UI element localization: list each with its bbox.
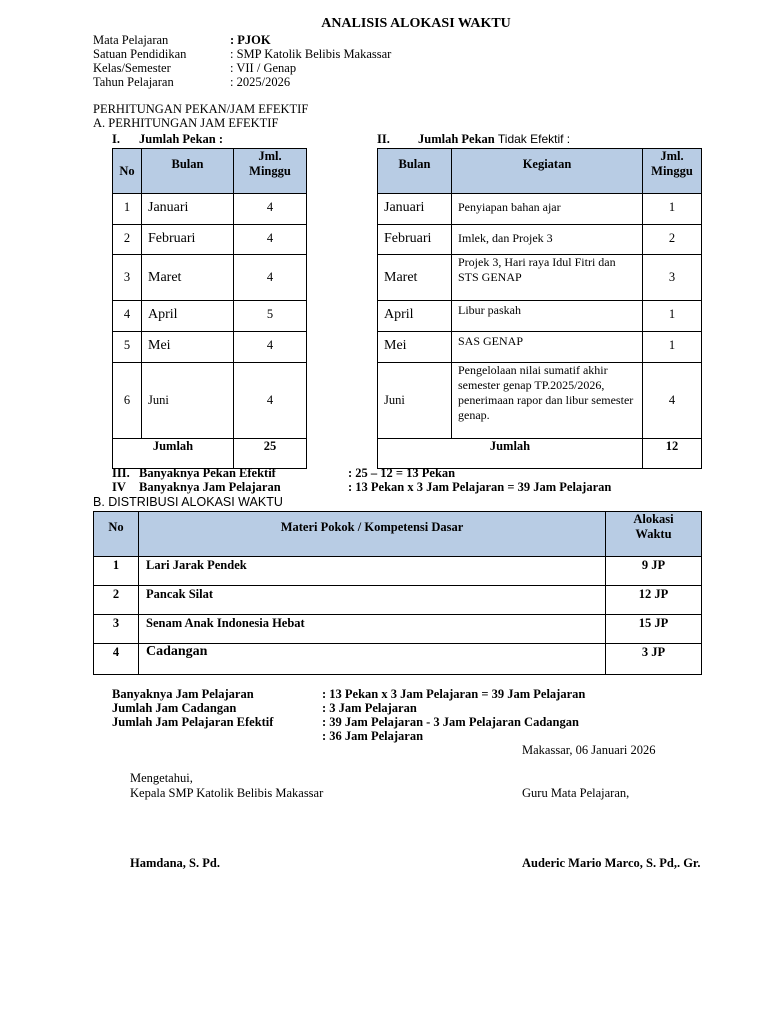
cell-no: 5 xyxy=(113,332,142,363)
cell-no: 2 xyxy=(113,225,142,255)
summary-value: : 3 Jam Pelajaran xyxy=(322,701,417,715)
total-label: Jumlah xyxy=(378,439,643,469)
sub-heading-i: Jumlah Pekan : xyxy=(139,132,224,146)
cell-minggu: 1 xyxy=(643,332,702,363)
item-iii-label: Banyaknya Pekan Efektif xyxy=(139,466,276,480)
cell-minggu: 4 xyxy=(643,363,702,439)
table-total-row xyxy=(378,439,702,469)
place-date: Makassar, 06 Januari 2026 xyxy=(522,743,656,757)
cell-kegiatan: Libur paskah xyxy=(452,301,643,332)
cell-bulan: April xyxy=(142,301,234,332)
cell-alokasi: 9 JP xyxy=(606,557,702,586)
cell-kegiatan: Penyiapan bahan ajar xyxy=(452,194,643,225)
cell-minggu: 4 xyxy=(234,363,307,439)
cell-bulan: Januari xyxy=(378,194,452,225)
table-total-row xyxy=(113,439,307,469)
sign-right-line1: Guru Mata Pelajaran, xyxy=(522,786,630,800)
cell-no: 1 xyxy=(94,557,139,586)
item-iv-number: IV xyxy=(112,480,126,494)
info-value: : PJOK xyxy=(230,33,271,47)
table-row xyxy=(113,332,307,363)
cell-bulan: April xyxy=(378,301,452,332)
column-header-kegiatan: Kegiatan xyxy=(452,149,643,194)
cell-materi: Senam Anak Indonesia Hebat xyxy=(139,615,606,644)
cell-kegiatan: Pengelolaan nilai sumatif akhir semester genap TP.2025/2026, penerimaan rapor dan libur semester genap. xyxy=(452,363,643,439)
table-header-row xyxy=(94,512,702,557)
cell-bulan: Maret xyxy=(378,255,452,301)
cell-no: 6 xyxy=(113,363,142,439)
cell-materi: Lari Jarak Pendek xyxy=(139,557,606,586)
weeks-table xyxy=(112,148,307,469)
section-a-heading: A. PERHITUNGAN JAM EFEKTIF xyxy=(93,116,279,130)
section-heading: PERHITUNGAN PEKAN/JAM EFEKTIF xyxy=(93,102,309,116)
cell-bulan: Mei xyxy=(142,332,234,363)
column-header-jml-minggu: Jml. Minggu xyxy=(643,149,702,194)
cell-kegiatan: Projek 3, Hari raya Idul Fitri dan STS GENAP xyxy=(452,255,643,301)
distribution-table xyxy=(93,511,702,675)
summary-label: Jumlah Jam Pelajaran Efektif xyxy=(112,715,274,729)
cell-no: 3 xyxy=(113,255,142,301)
info-label: Kelas/Semester xyxy=(93,61,171,75)
table-row xyxy=(378,332,702,363)
cell-materi: Cadangan xyxy=(139,644,606,675)
item-iii-value: : 25 – 12 = 13 Pekan xyxy=(348,466,456,480)
cell-minggu: 3 xyxy=(643,255,702,301)
cell-kegiatan: SAS GENAP xyxy=(452,332,643,363)
table-header-row xyxy=(378,149,702,194)
cell-no: 3 xyxy=(94,615,139,644)
table-header-row xyxy=(113,149,307,194)
cell-bulan: Februari xyxy=(378,225,452,255)
table-row xyxy=(378,194,702,225)
table-row xyxy=(94,557,702,586)
item-iv-label: Banyaknya Jam Pelajaran xyxy=(139,480,281,494)
item-iii-number: III. xyxy=(112,466,130,480)
cell-no: 1 xyxy=(113,194,142,225)
info-label: Satuan Pendidikan xyxy=(93,47,187,61)
cell-bulan: Maret xyxy=(142,255,234,301)
cell-no: 2 xyxy=(94,586,139,615)
table-row xyxy=(113,301,307,332)
cell-minggu: 2 xyxy=(643,225,702,255)
sub-heading-i-number: I. xyxy=(112,132,120,146)
item-iv-value: : 13 Pekan x 3 Jam Pelajaran = 39 Jam Pelajaran xyxy=(348,480,612,494)
table-row xyxy=(378,225,702,255)
page-title: ANALISIS ALOKASI WAKTU xyxy=(321,16,511,31)
summary-value: : 39 Jam Pelajaran - 3 Jam Pelajaran Cadangan xyxy=(322,715,579,729)
summary-value: : 36 Jam Pelajaran xyxy=(322,729,424,743)
sign-left-line1: Mengetahui, xyxy=(130,771,193,785)
info-row-tahun-pelajaran xyxy=(93,75,290,89)
table-row xyxy=(113,225,307,255)
column-header-bulan: Bulan xyxy=(378,149,452,194)
summary-value: : 13 Pekan x 3 Jam Pelajaran = 39 Jam Pelajaran xyxy=(322,687,586,701)
summary-label: Jumlah Jam Cadangan xyxy=(112,701,237,715)
info-label: Mata Pelajaran xyxy=(93,33,169,47)
sign-left-line2: Kepala SMP Katolik Belibis Makassar xyxy=(130,786,324,800)
column-header-jml-minggu: Jml. Minggu xyxy=(234,149,307,194)
cell-bulan: Juni xyxy=(378,363,452,439)
column-header-bulan: Bulan xyxy=(142,149,234,194)
info-row-kelas-semester xyxy=(93,61,296,75)
table-row xyxy=(94,586,702,615)
cell-minggu: 1 xyxy=(643,301,702,332)
total-value: 12 xyxy=(643,439,702,469)
cell-bulan: Juni xyxy=(142,363,234,439)
summary-label: Banyaknya Jam Pelajaran xyxy=(112,687,254,701)
signatory-left-name: Hamdana, S. Pd. xyxy=(130,856,220,870)
section-b-heading: B. DISTRIBUSI ALOKASI WAKTU xyxy=(93,495,283,509)
sub-heading-ii-number: II. xyxy=(377,132,390,146)
cell-no: 4 xyxy=(113,301,142,332)
info-label: Tahun Pelajaran xyxy=(93,75,174,89)
table-row xyxy=(378,301,702,332)
info-row-satuan-pendidikan xyxy=(93,47,391,61)
signatory-right-name: Auderic Mario Marco, S. Pd,. Gr. xyxy=(522,856,701,870)
cell-alokasi: 12 JP xyxy=(606,586,702,615)
cell-bulan: Februari xyxy=(142,225,234,255)
cell-minggu: 1 xyxy=(643,194,702,225)
cell-bulan: Januari xyxy=(142,194,234,225)
cell-no: 4 xyxy=(94,644,139,675)
info-value: : 2025/2026 xyxy=(230,75,291,89)
cell-minggu: 4 xyxy=(234,225,307,255)
info-value: : VII / Genap xyxy=(230,61,297,75)
table-row xyxy=(113,363,307,439)
cell-minggu: 4 xyxy=(234,194,307,225)
table-row xyxy=(113,255,307,301)
total-value: 25 xyxy=(234,439,307,469)
column-header-no: No xyxy=(113,149,142,194)
cell-materi: Pancak Silat xyxy=(139,586,606,615)
column-header-alokasi: Alokasi Waktu xyxy=(606,512,702,557)
cell-minggu: 4 xyxy=(234,332,307,363)
cell-minggu: 4 xyxy=(234,255,307,301)
column-header-materi: Materi Pokok / Kompetensi Dasar xyxy=(139,512,606,557)
table-row xyxy=(378,363,702,439)
cell-alokasi: 3 JP xyxy=(606,644,702,675)
table-row xyxy=(378,255,702,301)
total-label: Jumlah xyxy=(113,439,234,469)
cell-kegiatan: Imlek, dan Projek 3 xyxy=(452,225,643,255)
cell-minggu: 5 xyxy=(234,301,307,332)
cell-alokasi: 15 JP xyxy=(606,615,702,644)
table-row xyxy=(94,615,702,644)
table-row xyxy=(94,644,702,675)
non-effective-weeks-table xyxy=(377,148,702,469)
info-row-mata-pelajaran xyxy=(93,33,271,47)
sub-heading-ii: Jumlah Pekan Tidak Efektif : xyxy=(418,132,571,146)
column-header-no: No xyxy=(94,512,139,557)
info-value: : SMP Katolik Belibis Makassar xyxy=(230,47,392,61)
cell-bulan: Mei xyxy=(378,332,452,363)
table-row xyxy=(113,194,307,225)
